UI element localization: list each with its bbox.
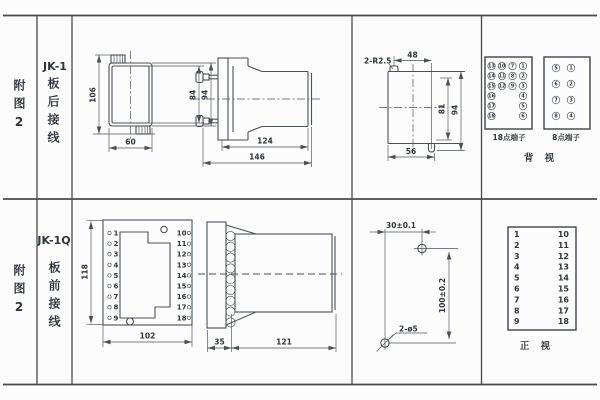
terminal-4: 4 (521, 94, 525, 100)
terminal-13: 13 (488, 64, 495, 70)
terminal-11: 11 (498, 74, 506, 80)
front-terminal-table (508, 227, 576, 352)
terminal-8: 8 (510, 74, 515, 80)
terminal-1: 1 (521, 64, 525, 70)
dim-30: 30±0.1 (385, 221, 417, 230)
dim-60: 60 (125, 137, 136, 147)
fv-18: 18 (176, 314, 187, 323)
dim-81: 81 (437, 103, 447, 115)
ft-18: 18 (557, 317, 569, 327)
back-view-label: 背 视 (523, 153, 559, 164)
ft-12: 12 (557, 251, 569, 261)
terminal8-7: 7 (554, 98, 558, 104)
terminal-5: 5 (521, 104, 525, 110)
dim-56: 56 (405, 147, 417, 156)
terminal-17: 17 (488, 104, 495, 110)
fv-2: 2 (113, 240, 119, 249)
ft-7: 7 (514, 295, 520, 305)
ft-17: 17 (557, 306, 569, 316)
terminal-block-bottom (136, 126, 150, 134)
front-side-view-drawing (198, 222, 342, 352)
dim-94: 94 (200, 89, 210, 101)
terminals-18-caption: 18点端子 (492, 133, 526, 142)
holes-callout: 2-ø5 (399, 324, 418, 334)
fv-12: 12 (176, 250, 187, 259)
fv-1: 1 (113, 229, 119, 238)
ft-14: 14 (557, 273, 569, 283)
dim-118: 118 (80, 264, 90, 280)
dim-100: 100±0.2 (438, 277, 447, 314)
mounting-hole-bottom (127, 318, 134, 325)
ft-3: 3 (514, 251, 520, 261)
terminal-6: 6 (521, 114, 525, 120)
dim-84: 84 (188, 89, 198, 101)
front-view-drawing (81, 220, 193, 347)
panel-cutout-drawing (364, 51, 465, 162)
fv-15: 15 (176, 282, 187, 291)
dim-48: 48 (407, 50, 418, 60)
fv-11: 11 (176, 240, 187, 249)
fv-5: 5 (113, 271, 119, 280)
back-terminals-18 (485, 57, 532, 142)
wiring-label-top: 板后接线 (46, 77, 60, 149)
figure-label-bottom: 附图2 (12, 264, 26, 320)
terminal-15: 15 (488, 84, 495, 90)
ft-9: 9 (514, 317, 520, 327)
ft-15: 15 (557, 284, 569, 294)
ft-8: 8 (514, 306, 520, 316)
terminal8-1: 1 (569, 66, 573, 72)
mounting-hole-top (161, 226, 167, 232)
fv-6: 6 (113, 282, 119, 291)
radius-callout: 2-R2.5 (364, 56, 392, 66)
terminal-18: 18 (488, 114, 495, 120)
ft-4: 4 (514, 262, 520, 272)
fv-9: 9 (113, 314, 119, 323)
terminal8-6: 6 (554, 82, 558, 88)
terminal8-2: 2 (569, 82, 573, 88)
fv-4: 4 (113, 261, 119, 270)
model-label-bottom: JK-1Q (37, 234, 71, 247)
dim-102: 102 (139, 331, 156, 341)
ft-1: 1 (514, 230, 520, 239)
model-label-top: JK-1 (43, 60, 67, 73)
terminal8-5: 5 (554, 66, 558, 72)
terminal-2: 2 (521, 74, 525, 80)
fv-14: 14 (176, 271, 187, 280)
dim-124: 124 (257, 136, 273, 146)
terminal-9: 9 (510, 84, 515, 90)
figure-label-top: 附图2 (12, 79, 26, 135)
terminals-8-caption: 8点端子 (552, 133, 580, 142)
ft-5: 5 (514, 273, 520, 283)
fv-3: 3 (113, 250, 119, 259)
dim-94-cutout: 94 (450, 104, 460, 116)
wiring-label-bottom: 板前接线 (47, 261, 61, 333)
fv-8: 8 (113, 303, 119, 312)
dim-35: 35 (214, 337, 225, 347)
ft-2: 2 (514, 240, 520, 250)
fv-17: 17 (176, 303, 187, 312)
fv-16: 16 (176, 293, 187, 302)
drill-plan-drawing (370, 221, 458, 352)
rear-view-drawing (89, 51, 217, 152)
terminal-7: 7 (510, 64, 515, 70)
fv-7: 7 (113, 293, 119, 302)
ft-11: 11 (557, 240, 569, 250)
ft-6: 6 (514, 284, 520, 294)
dim-146: 146 (249, 152, 265, 162)
ft-10: 10 (557, 230, 569, 239)
fv-10: 10 (176, 229, 187, 238)
terminal-block-top (111, 55, 125, 63)
terminal-10: 10 (498, 64, 506, 70)
terminal8-3: 3 (569, 98, 573, 104)
terminal-12: 12 (498, 84, 506, 90)
fv-13: 13 (176, 261, 187, 270)
back-terminals-8 (524, 57, 590, 164)
terminal-14: 14 (488, 74, 495, 80)
terminal-16: 16 (488, 94, 495, 100)
terminal-3: 3 (521, 84, 525, 90)
ft-13: 13 (557, 262, 569, 272)
terminal8-8: 8 (554, 114, 558, 120)
dim-106: 106 (88, 87, 98, 103)
terminal8-4: 4 (569, 114, 573, 120)
front-view-label: 正 视 (519, 341, 555, 352)
dim-121: 121 (276, 337, 292, 347)
ft-16: 16 (557, 295, 569, 305)
